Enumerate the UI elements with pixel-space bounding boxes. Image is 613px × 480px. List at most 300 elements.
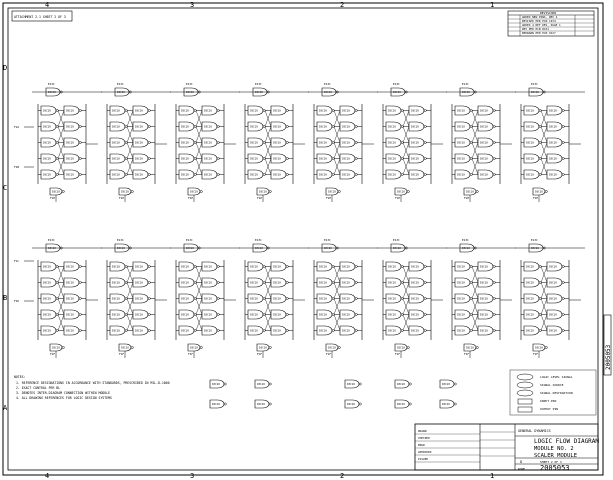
- gate-label: D3C10: [526, 109, 534, 113]
- logic-gate: [340, 326, 357, 335]
- logic-gate: [533, 188, 547, 195]
- logic-gate: [524, 106, 541, 115]
- note-item: 3. DENOTES INTER-DIAGRAM CONNECTION WITHIN MODULE: [16, 391, 111, 395]
- gate-bubble: [539, 109, 541, 111]
- gate-bubble: [424, 297, 426, 299]
- logic-gate: [41, 138, 58, 147]
- gate-bubble: [539, 265, 541, 267]
- gate-bubble: [194, 173, 196, 175]
- gate-label: D3C10: [273, 313, 281, 317]
- logic-gate: [64, 106, 81, 115]
- gate-label: D3C10: [480, 125, 488, 129]
- gate-label: D3C10: [342, 313, 350, 317]
- logic-gate: [133, 310, 150, 319]
- logic-gate: [386, 170, 403, 179]
- logic-gate: [386, 310, 403, 319]
- gate-label: D3C10: [204, 281, 212, 285]
- logic-gate: [41, 294, 58, 303]
- gate-label: D3C10: [457, 109, 465, 113]
- logic-gate: [271, 106, 288, 115]
- upper-logic-row: [14, 82, 585, 202]
- gate-label: D3C10: [347, 383, 355, 387]
- logic-gate: [133, 262, 150, 271]
- gate-label: D3C10: [328, 346, 336, 350]
- legend-item: INPUT PIN: [540, 399, 557, 403]
- logic-gate: [248, 170, 265, 179]
- logic-gate: [409, 326, 426, 335]
- gate-label: D3C10: [480, 141, 488, 145]
- zone-marker: 4: [45, 1, 50, 9]
- row-marker: A: [3, 404, 8, 412]
- gate-bubble: [539, 329, 541, 331]
- gate-bubble: [79, 157, 81, 159]
- gate-label: D3C10: [388, 141, 396, 145]
- gate-label: D3C10: [117, 91, 125, 95]
- gate-bubble: [493, 265, 495, 267]
- gate-bubble: [125, 329, 127, 331]
- gate-label: D3C10: [466, 190, 474, 194]
- logic-gate: [257, 188, 271, 195]
- gate-label: D3C10: [212, 383, 220, 387]
- gate-bubble: [56, 125, 58, 127]
- logic-gate: [110, 154, 127, 163]
- logic-gate: [317, 170, 334, 179]
- logic-gate: [386, 122, 403, 131]
- gate-label: D3C10: [549, 157, 557, 161]
- logic-gate: [271, 262, 288, 271]
- gate-label: D3C10: [112, 281, 120, 285]
- gate-bubble: [56, 329, 58, 331]
- logic-gate: [409, 170, 426, 179]
- logic-gate: [524, 326, 541, 335]
- logic-gate: [271, 170, 288, 179]
- logic-gate: [478, 122, 495, 131]
- logic-gate: [133, 154, 150, 163]
- stage-input-label: E13C: [186, 238, 193, 242]
- gate-bubble: [562, 281, 564, 283]
- legend-block: [510, 370, 596, 415]
- gate-bubble: [286, 173, 288, 175]
- gate-label: D3C10: [135, 173, 143, 177]
- gate-label: D3C10: [204, 157, 212, 161]
- gate-label: D3C10: [112, 109, 120, 113]
- stage-input-label: E13C: [117, 238, 124, 242]
- logic-gate: [50, 188, 64, 195]
- logic-gate: [547, 294, 564, 303]
- gate-label: D3C10: [457, 281, 465, 285]
- stage-output-label: F1E: [326, 196, 332, 200]
- gate-bubble: [79, 329, 81, 331]
- stage-output-label: F1F: [257, 352, 263, 356]
- gate-bubble: [539, 173, 541, 175]
- gate-bubble: [424, 329, 426, 331]
- logic-gate: [440, 380, 456, 388]
- gate-bubble: [424, 157, 426, 159]
- gate-label: D3C10: [190, 190, 198, 194]
- gate-label: D3C10: [462, 247, 470, 251]
- logic-gate: [524, 154, 541, 163]
- logic-gate: [340, 310, 357, 319]
- gate-examples: [210, 380, 456, 408]
- gate-bubble: [409, 403, 411, 405]
- outer-border: [3, 3, 603, 475]
- gate-bubble: [401, 329, 403, 331]
- gate-label: D3C10: [324, 247, 332, 251]
- stage-input-label: E13C: [531, 238, 538, 242]
- gate-bubble: [56, 109, 58, 111]
- gate-bubble: [125, 281, 127, 283]
- gate-bubble: [539, 313, 541, 315]
- gate-label: D3C10: [181, 297, 189, 301]
- logic-gate: [110, 138, 127, 147]
- gate-label: D3C10: [259, 346, 267, 350]
- gate-label: D3C10: [181, 313, 189, 317]
- gate-label: D3C10: [273, 125, 281, 129]
- gate-label: D3C10: [135, 329, 143, 333]
- gate-bubble: [332, 141, 334, 143]
- logic-gate: [386, 326, 403, 335]
- gate-label: D3C10: [66, 157, 74, 161]
- title-line-1: LOGIC FLOW DIAGRAM: [534, 438, 600, 445]
- logic-gate: [386, 294, 403, 303]
- gate-label: D3C10: [181, 329, 189, 333]
- logic-gate: [41, 262, 58, 271]
- logic-gate: [386, 278, 403, 287]
- logic-gate: [41, 326, 58, 335]
- gate-label: D3C10: [319, 297, 327, 301]
- logic-gate: [478, 106, 495, 115]
- gate-label: D3C10: [388, 329, 396, 333]
- logic-gate: [547, 122, 564, 131]
- logic-gate: [455, 170, 472, 179]
- gate-label: D3C10: [480, 157, 488, 161]
- logic-gate: [41, 154, 58, 163]
- gate-bubble: [562, 329, 564, 331]
- gate-label: D3C10: [66, 329, 74, 333]
- stage-output-label: F1F: [188, 352, 194, 356]
- gate-bubble: [56, 281, 58, 283]
- gate-bubble: [217, 281, 219, 283]
- legend-item: SIGNAL DESTINATION: [540, 391, 573, 395]
- logic-gate: [317, 326, 334, 335]
- logic-gate: [317, 262, 334, 271]
- approval-label: APPROVED: [418, 450, 432, 454]
- gate-label: D3C10: [43, 157, 51, 161]
- logic-gate: [271, 294, 288, 303]
- logic-gate: [133, 138, 150, 147]
- logic-gate: [478, 170, 495, 179]
- gate-bubble: [355, 141, 357, 143]
- logic-gate: [271, 138, 288, 147]
- gate-label: D3C10: [257, 403, 265, 407]
- note-item: 1. REFERENCE DESIGNATIONS IN ACCORDANCE WITH STANDARDS, PRESCRIBED IN MIL-D-1000: [16, 381, 170, 385]
- gate-label: D3C10: [117, 247, 125, 251]
- logic-gate: [455, 262, 472, 271]
- logic-gate: [547, 170, 564, 179]
- gate-bubble: [355, 329, 357, 331]
- gate-bubble: [269, 383, 271, 385]
- gate-bubble: [401, 109, 403, 111]
- gate-label: D3C10: [204, 313, 212, 317]
- zone-marker: 2: [340, 472, 345, 480]
- logic-gate: [119, 188, 133, 195]
- gate-bubble: [263, 141, 265, 143]
- gate-label: D3C10: [112, 157, 120, 161]
- flip-flop-stage: [515, 238, 585, 358]
- gate-label: D3C10: [204, 109, 212, 113]
- gate-bubble: [217, 313, 219, 315]
- gate-bubble: [470, 281, 472, 283]
- logic-gate: [110, 326, 127, 335]
- logic-gate: [386, 154, 403, 163]
- gate-bubble: [269, 190, 271, 192]
- logic-gate: [340, 294, 357, 303]
- gate-bubble: [470, 157, 472, 159]
- logic-gate: [326, 188, 340, 195]
- gate-label: D3C10: [255, 91, 263, 95]
- gate-label: D3C10: [273, 265, 281, 269]
- gate-label: D3C10: [255, 247, 263, 251]
- gate-bubble: [263, 281, 265, 283]
- logic-gate: [64, 122, 81, 131]
- gate-label: D3C10: [397, 383, 405, 387]
- gate-label: D3C10: [526, 329, 534, 333]
- gate-bubble: [355, 313, 357, 315]
- gate-label: D3C10: [112, 141, 120, 145]
- gate-bubble: [148, 265, 150, 267]
- gate-label: D3C10: [462, 91, 470, 95]
- logic-gate: [64, 138, 81, 147]
- flip-flop-stage: [170, 82, 240, 202]
- logic-gate: [248, 262, 265, 271]
- stage-output-label: F1F: [119, 352, 125, 356]
- logic-gate: [455, 154, 472, 163]
- logic-gate: [248, 310, 265, 319]
- stage-input-label: E13C: [393, 238, 400, 242]
- gate-label: D3C10: [397, 190, 405, 194]
- gate-bubble: [56, 297, 58, 299]
- gate-bubble: [286, 141, 288, 143]
- svg-text:ATTACHMENT 2-1 SHEET 2 OF 3: ATTACHMENT 2-1 SHEET 2 OF 3: [14, 15, 66, 19]
- gate-bubble: [131, 346, 133, 348]
- logic-gate: [202, 278, 219, 287]
- gate-label: D3C10: [526, 173, 534, 177]
- logic-gate: [317, 122, 334, 131]
- gate-label: D3C10: [457, 125, 465, 129]
- gate-label: D3C10: [526, 141, 534, 145]
- logic-gate: [64, 326, 81, 335]
- logic-gate: [202, 138, 219, 147]
- stage-input-label: E13C: [393, 82, 400, 86]
- logic-gate: [179, 154, 196, 163]
- stage-output-label: F1F: [50, 352, 56, 356]
- stage-input-label: E13C: [48, 238, 55, 242]
- gate-label: D3C10: [250, 109, 258, 113]
- gate-bubble: [470, 109, 472, 111]
- logic-gate: [64, 262, 81, 271]
- logic-gate: [110, 294, 127, 303]
- revision-rows: [508, 15, 594, 35]
- gate-bubble: [79, 109, 81, 111]
- logic-gate: [257, 344, 271, 351]
- gate-label: D3C10: [397, 346, 405, 350]
- gate-bubble: [407, 346, 409, 348]
- gate-bubble: [217, 141, 219, 143]
- logic-gate: [547, 326, 564, 335]
- gate-label: D3C10: [204, 265, 212, 269]
- logic-gate: [455, 326, 472, 335]
- gate-label: D3C10: [190, 346, 198, 350]
- gate-label: D3C10: [411, 141, 419, 145]
- gate-bubble: [401, 157, 403, 159]
- logic-gate: [271, 154, 288, 163]
- gate-label: D3C10: [43, 141, 51, 145]
- gate-label: D3C10: [393, 91, 401, 95]
- gate-bubble: [562, 265, 564, 267]
- stage-input-label: E13C: [186, 82, 193, 86]
- gate-bubble: [424, 281, 426, 283]
- gate-bubble: [263, 109, 265, 111]
- gate-label: D3C10: [466, 346, 474, 350]
- gate-bubble: [338, 190, 340, 192]
- gate-bubble: [493, 329, 495, 331]
- note-item: 4. ALL DRAWING REFERENCES FOR LOGIC DESIGN SYSTEMS: [16, 396, 112, 400]
- gate-bubble: [355, 265, 357, 267]
- gate-bubble: [263, 329, 265, 331]
- logic-gate: [455, 138, 472, 147]
- logic-gate: [524, 138, 541, 147]
- gate-bubble: [125, 313, 127, 315]
- logic-gate: [41, 170, 58, 179]
- gate-label: D3C10: [181, 173, 189, 177]
- gate-bubble: [269, 403, 271, 405]
- gate-label: D3C10: [535, 346, 543, 350]
- svg-text:2005053: 2005053: [605, 344, 612, 370]
- gate-bubble: [493, 281, 495, 283]
- gate-label: D3C10: [186, 247, 194, 251]
- logic-gate: [271, 278, 288, 287]
- gate-label: D3C10: [43, 173, 51, 177]
- approval-label: ENGR: [418, 443, 425, 447]
- gate-label: D3C10: [273, 329, 281, 333]
- logic-gate: [340, 278, 357, 287]
- zone-marker: 1: [490, 472, 495, 480]
- logic-gate: [64, 154, 81, 163]
- logic-gate: [524, 310, 541, 319]
- logic-gate: [133, 122, 150, 131]
- gate-label: D3C10: [411, 297, 419, 301]
- gate-bubble: [194, 125, 196, 127]
- gate-bubble: [401, 297, 403, 299]
- logic-gate: [202, 294, 219, 303]
- logic-gate: [317, 106, 334, 115]
- logic-gate: [547, 138, 564, 147]
- gate-bubble: [148, 157, 150, 159]
- logic-gate: [202, 326, 219, 335]
- gate-label: D3C10: [388, 109, 396, 113]
- gate-label: D3C10: [204, 329, 212, 333]
- logic-gate: [524, 294, 541, 303]
- gate-label: D3C10: [457, 157, 465, 161]
- gate-label: D3C10: [112, 265, 120, 269]
- gate-label: D3C10: [411, 281, 419, 285]
- gate-label: D3C10: [250, 141, 258, 145]
- logic-gate: [41, 122, 58, 131]
- gate-bubble: [424, 265, 426, 267]
- gate-label: D3C10: [388, 297, 396, 301]
- logic-gate: [110, 262, 127, 271]
- drawing-number: 2005053: [540, 464, 570, 472]
- gate-bubble: [493, 125, 495, 127]
- gate-bubble: [217, 173, 219, 175]
- legend-item: SIGNAL SOURCE: [540, 383, 564, 387]
- gate-bubble: [359, 403, 361, 405]
- gate-bubble: [148, 125, 150, 127]
- logic-gate: [271, 326, 288, 335]
- gate-bubble: [355, 281, 357, 283]
- gate-label: D3C10: [549, 297, 557, 301]
- gate-label: D3C10: [549, 313, 557, 317]
- gate-bubble: [200, 346, 202, 348]
- gate-label: D3C10: [43, 125, 51, 129]
- logic-gate: [409, 106, 426, 115]
- gate-bubble: [263, 125, 265, 127]
- gate-label: D3C10: [457, 173, 465, 177]
- gate-label: D3C10: [43, 329, 51, 333]
- gate-bubble: [194, 313, 196, 315]
- logic-gate: [340, 106, 357, 115]
- gate-label: D3C10: [442, 403, 450, 407]
- gate-label: D3C10: [411, 125, 419, 129]
- stage-output-label: F1E: [257, 196, 263, 200]
- note-item: 2. EXACT CONTROL PER BL: [16, 386, 61, 390]
- logic-gate: [202, 310, 219, 319]
- gate-label: D3C10: [319, 281, 327, 285]
- gate-label: D3C10: [66, 297, 74, 301]
- gate-bubble: [125, 297, 127, 299]
- gate-label: D3C10: [457, 141, 465, 145]
- logic-gate: [255, 400, 271, 408]
- gate-bubble: [148, 297, 150, 299]
- gate-bubble: [332, 173, 334, 175]
- gate-bubble: [424, 313, 426, 315]
- gate-bubble: [470, 329, 472, 331]
- gate-bubble: [493, 313, 495, 315]
- gate-bubble: [562, 157, 564, 159]
- logic-gate: [340, 122, 357, 131]
- gate-label: D3C10: [186, 91, 194, 95]
- logic-gate: [326, 344, 340, 351]
- gate-label: D3C10: [342, 125, 350, 129]
- gate-bubble: [56, 173, 58, 175]
- stage-output-label: F1F: [533, 352, 539, 356]
- row-marker: C: [3, 184, 8, 192]
- logic-gate: [395, 400, 411, 408]
- stage-output-label: F1E: [395, 196, 401, 200]
- gate-label: D3C10: [43, 313, 51, 317]
- gate-bubble: [359, 383, 361, 385]
- gate-label: D3C10: [48, 247, 56, 251]
- gate-bubble: [332, 265, 334, 267]
- logic-gate: [248, 278, 265, 287]
- gate-label: D3C10: [112, 297, 120, 301]
- notes-block: [14, 375, 170, 400]
- logic-gate: [340, 262, 357, 271]
- gate-label: D3C10: [121, 190, 129, 194]
- logic-gate: [395, 344, 409, 351]
- logic-gate: [133, 326, 150, 335]
- approval-label: DRAWN: [418, 429, 427, 433]
